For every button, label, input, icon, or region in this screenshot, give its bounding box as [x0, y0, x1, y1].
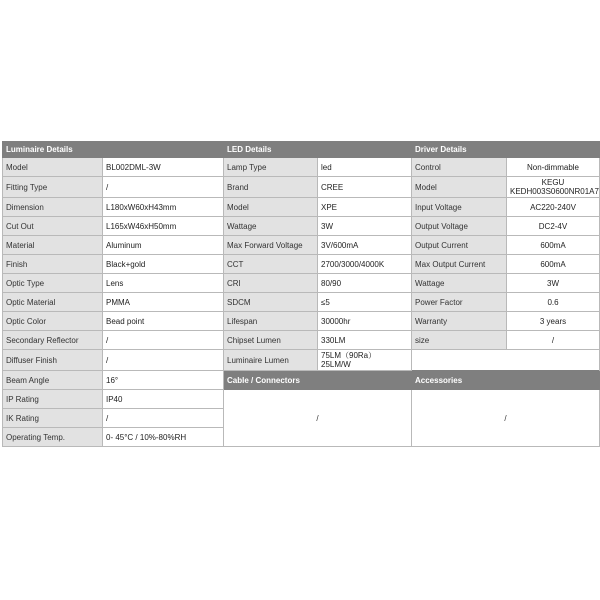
luminaire-label: Fitting Type	[3, 177, 103, 198]
driver-label: Warranty	[412, 312, 507, 331]
accessories-header: Accessories	[412, 371, 600, 390]
luminaire-value: IP40	[103, 390, 224, 409]
driver-label: size	[412, 331, 507, 350]
luminaire-label: IK Rating	[3, 409, 103, 428]
led-label: SDCM	[224, 293, 318, 312]
driver-label: Input Voltage	[412, 198, 507, 217]
led-label: Model	[224, 198, 318, 217]
driver-model-brand: KEGU	[541, 178, 565, 187]
led-value: 2700/3000/4000K	[318, 255, 412, 274]
driver-value: 3 years	[507, 312, 600, 331]
luminaire-label: Beam Angle	[3, 371, 103, 390]
led-value: 30000hr	[318, 312, 412, 331]
led-label: CRI	[224, 274, 318, 293]
luminaire-value: /	[103, 177, 224, 198]
luminaire-label: IP Rating	[3, 390, 103, 409]
luminaire-label: Operating Temp.	[3, 428, 103, 447]
led-label: Chipset Lumen	[224, 331, 318, 350]
empty-area	[412, 350, 600, 371]
luminaire-label: Cut Out	[3, 217, 103, 236]
driver-value: AC220-240V	[507, 198, 600, 217]
luminaire-label: Finish	[3, 255, 103, 274]
luminaire-label: Material	[3, 236, 103, 255]
luminaire-lumen-line2: 25LM/W	[321, 360, 351, 369]
led-value: 80/90	[318, 274, 412, 293]
luminaire-value: BL002DML-3W	[103, 158, 224, 177]
led-value: ≤5	[318, 293, 412, 312]
luminaire-value: Black+gold	[103, 255, 224, 274]
luminaire-details-header: Luminaire Details	[3, 142, 224, 158]
led-value: led	[318, 158, 412, 177]
luminaire-value: /	[103, 350, 224, 371]
led-label: Luminaire Lumen	[224, 350, 318, 371]
luminaire-value: /	[103, 331, 224, 350]
luminaire-label: Secondary Reflector	[3, 331, 103, 350]
luminaire-value: PMMA	[103, 293, 224, 312]
led-value	[318, 350, 412, 371]
cable-connectors-header: Cable / Connectors	[224, 371, 412, 390]
luminaire-lumen-line1: 75LM（90Ra）	[321, 351, 377, 360]
led-label: Lifespan	[224, 312, 318, 331]
luminaire-value: /	[103, 409, 224, 428]
led-value: 3V/600mA	[318, 236, 412, 255]
led-label: Max Forward Voltage	[224, 236, 318, 255]
luminaire-label: Dimension	[3, 198, 103, 217]
luminaire-value: 16°	[103, 371, 224, 390]
driver-model-code: KEDH003S0600NR01A7	[510, 187, 599, 196]
luminaire-value: L180xW60xH43mm	[103, 198, 224, 217]
driver-label: Control	[412, 158, 507, 177]
driver-label: Output Voltage	[412, 217, 507, 236]
led-label: Brand	[224, 177, 318, 198]
luminaire-label: Optic Material	[3, 293, 103, 312]
driver-label: Power Factor	[412, 293, 507, 312]
luminaire-label: Diffuser Finish	[3, 350, 103, 371]
led-value: 3W	[318, 217, 412, 236]
driver-value: 3W	[507, 274, 600, 293]
spec-table	[2, 141, 600, 447]
luminaire-label: Optic Type	[3, 274, 103, 293]
led-details-header: LED Details	[224, 142, 412, 158]
luminaire-value: Lens	[103, 274, 224, 293]
led-label: CCT	[224, 255, 318, 274]
driver-label: Max Output Current	[412, 255, 507, 274]
accessories-value: /	[412, 390, 600, 447]
luminaire-label: Optic Color	[3, 312, 103, 331]
driver-label: Wattage	[412, 274, 507, 293]
luminaire-value: Aluminum	[103, 236, 224, 255]
driver-value: 600mA	[507, 236, 600, 255]
led-value: CREE	[318, 177, 412, 198]
luminaire-label: Model	[3, 158, 103, 177]
driver-value: DC2-4V	[507, 217, 600, 236]
driver-value: 600mA	[507, 255, 600, 274]
cable-connectors-value: /	[224, 390, 412, 447]
luminaire-value: L165xW46xH50mm	[103, 217, 224, 236]
luminaire-value: 0- 45°C / 10%-80%RH	[103, 428, 224, 447]
driver-label: Output Current	[412, 236, 507, 255]
driver-value	[507, 177, 600, 198]
driver-value: 0.6	[507, 293, 600, 312]
led-value: XPE	[318, 198, 412, 217]
driver-details-header: Driver Details	[412, 142, 600, 158]
driver-value: /	[507, 331, 600, 350]
led-label: Wattage	[224, 217, 318, 236]
luminaire-value: Bead point	[103, 312, 224, 331]
driver-label: Model	[412, 177, 507, 198]
led-value: 330LM	[318, 331, 412, 350]
led-label: Lamp Type	[224, 158, 318, 177]
driver-value: Non-dimmable	[507, 158, 600, 177]
